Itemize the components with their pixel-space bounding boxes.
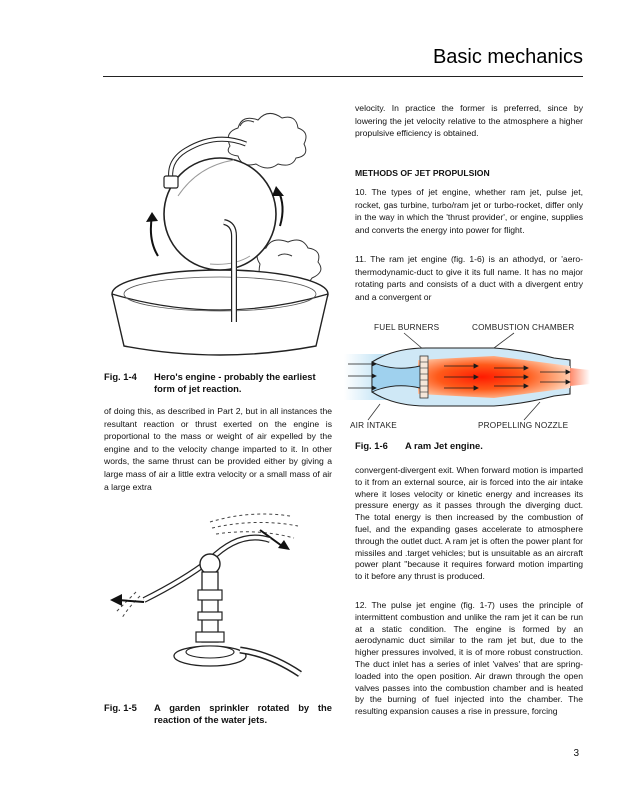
figure-1-4-caption [104,371,332,397]
body-paragraph: 10. The types of jet engine, whether ram jet, pulse jet, rocket, gas turbine, turbo/ram jet or turbo-rocket, differ only in the way in which the 'thrust provider', or engine, supplies and converts the energy into power for flight. [355,187,583,235]
ram-jet-diagram [344,318,590,436]
body-paragraph: velocity. In practice the former is preferred, since by lowering the jet velocity relative to the atmosphere a higher propulsive efficiency is obtained. [355,103,583,139]
figure-number: Fig. 1-4 [104,371,137,382]
body-paragraph: 12. The pulse jet engine (fig. 1-7) uses the principle of intermittent combustion and unlike the ram jet it can be run at a static condition. The engine is formed by an aerodynamic duct similar to the ram jet but, due to the higher pressures involved, it is of more robust construction. The duct inlet has a series of inlet 'valves' that are spring-loaded into the open position. Air drawn through the open valves passes into the combustion chamber and is heated by the burning of fuel injected into the chamber. The resulting expansion causes a rise in pressure, forcing [355,600,583,717]
figure-1-5-caption [104,702,332,728]
figure-caption-text: A ram Jet engine. [405,440,483,451]
figure-number: Fig. 1-5 [104,702,137,713]
figure-caption-text: A garden sprinkler rotated by the reaction of the water jets. [154,702,332,725]
body-paragraph: 11. The ram jet engine (fig. 1-6) is an athodyd, or 'aero-thermodynamic-duct to give it its full name. It has no major rotating parts and consists of a duct with a divergent entry and a convergent or [355,254,583,302]
body-paragraph: of doing this, as described in Part 2, but in all instances the resultant reaction or thrust exerted on the engine is proportional to the mass or weight of air expelled by the engine and to the velocity change imparted to it. In other words, the same thrust can be provided either by giving a large mass of air a little extra velocity or a small mass of air a large extra [104,406,332,492]
figure-number: Fig. 1-6 [355,440,388,451]
heros-engine-illustration [100,96,340,366]
body-paragraph: convergent-divergent exit. When forward motion is imparted to it from an external source, air is forced into the air intake where it loses velocity or kinetic energy and increases its pressure energy as it passes through the diverging duct. The total energy is then increased by the combustion of fuel, and the expanding gases accelerate to atmosphere through the outlet duct. A ram jet is often the power plant for missiles and .target vehicles; but is unsuitable as an aircraft power plant "because it requires forward motion imparting to it before any thrust is produced. [355,465,583,582]
figure-caption-text: Hero's engine - probably the earliest form of jet reaction. [154,371,316,394]
label-air-intake: AIR INTAKE [350,421,397,430]
label-combustion-chamber: COMBUSTION CHAMBER [472,323,575,332]
label-fuel-burners: FUEL BURNERS [374,323,440,332]
page-number: 3 [573,748,579,759]
garden-sprinkler-illustration [100,500,340,700]
section-heading: METHODS OF JET PROPULSION [355,168,490,178]
header-rule [103,76,583,77]
label-propelling-nozzle: PROPELLING NOZZLE [478,421,569,430]
figure-1-6-caption [355,440,583,454]
page-title: Basic mechanics [432,46,583,68]
